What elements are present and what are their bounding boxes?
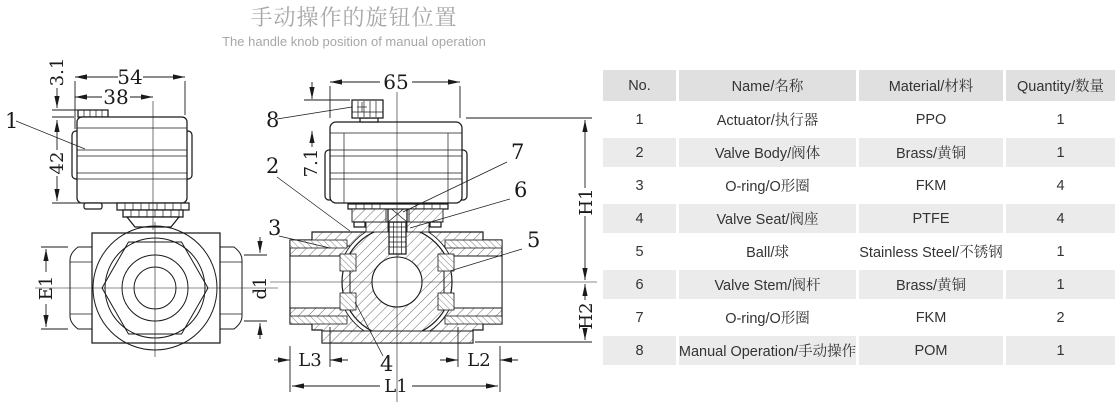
table-cell-quantity: 1	[1006, 336, 1115, 365]
dim-h1: H1	[576, 188, 597, 216]
table-cell-no: 4	[603, 204, 676, 233]
table-cell-quantity: 1	[1056, 111, 1065, 128]
table-cell-quantity: 4	[1056, 177, 1065, 194]
actuator-body-side	[77, 117, 187, 203]
dim-l2: L2	[467, 350, 491, 371]
dim-height: 42	[47, 151, 68, 175]
part-label-5: 5	[527, 228, 541, 252]
dim-l1: L1	[384, 376, 408, 397]
dim-width-65: 65	[383, 70, 409, 94]
left-side-view	[5, 58, 192, 230]
dim-e1: E1	[36, 275, 57, 301]
manual-knob	[352, 100, 383, 122]
part-label-7: 7	[511, 140, 525, 164]
table-cell-no: 2	[603, 138, 676, 167]
table-cell-material: PPO	[915, 111, 947, 128]
table-cell-no: 3	[635, 177, 644, 194]
manual-knob-side	[78, 110, 108, 117]
part-label-3: 3	[268, 216, 282, 240]
table-cell-no: 5	[635, 243, 644, 260]
table-cell-quantity: 1	[1056, 243, 1065, 260]
table-cell-material: PTFE	[859, 204, 1003, 233]
table-cell-name: Actuator/执行器	[716, 113, 819, 129]
table-header-name: Name/名称	[679, 70, 856, 101]
title-english: The handle knob position of manual operation	[222, 34, 486, 49]
part-label-6: 6	[514, 178, 528, 202]
table-cell-quantity: 1	[1006, 270, 1115, 299]
actuator-foot	[84, 203, 102, 209]
table-cell-material: FKM	[915, 309, 947, 326]
table-cell-material: POM	[859, 336, 1003, 365]
actuator-front	[325, 122, 467, 203]
bottom-flange	[322, 331, 473, 343]
table-cell-no: 8	[603, 336, 676, 365]
table-cell-no: 1	[635, 111, 644, 128]
table-cell-name: Valve Body/阀体	[679, 138, 856, 167]
table-cell-no: 7	[635, 309, 644, 326]
part-label-2: 2	[266, 154, 280, 178]
table-cell-name: O-ring/O形圈	[725, 311, 810, 327]
title-chinese: 手动操作的旋钮位置	[250, 5, 458, 30]
table-cell-material: Stainless Steel/不锈钢	[859, 245, 1003, 261]
table-cell-no: 6	[603, 270, 676, 299]
dim-width-top: 38	[103, 85, 129, 109]
dim-h2: H2	[576, 302, 597, 330]
table-header-no: No.	[603, 70, 676, 101]
table-cell-material: Brass/黄铜	[859, 138, 1003, 167]
table-cell-name: Ball/球	[746, 245, 789, 261]
dim-l3: L3	[298, 350, 322, 371]
table-cell-name: O-ring/O形圈	[725, 179, 810, 195]
dim-knob-height: 7.1	[301, 148, 322, 178]
part-label-4: 4	[380, 352, 394, 376]
dim-offset: 3.1	[47, 57, 68, 87]
table-cell-quantity: 4	[1006, 204, 1115, 233]
table-cell-name: Manual Operation/手动操作	[679, 336, 856, 365]
right-section-view	[266, 70, 597, 402]
dim-d1: d1	[250, 276, 271, 300]
table-cell-name: Valve Stem/阀杆	[679, 270, 856, 299]
parts-table	[603, 70, 1115, 365]
part-label-8: 8	[266, 108, 280, 132]
left-end-view	[35, 222, 278, 357]
dim-width-total: 54	[117, 65, 143, 89]
table-header-material: Material/材料	[859, 70, 1003, 101]
table-cell-name: Valve Seat/阀座	[679, 204, 856, 233]
table-cell-material: FKM	[915, 177, 947, 194]
table-cell-quantity: 2	[1056, 309, 1065, 326]
table-cell-material: Brass/黄铜	[859, 270, 1003, 299]
actuator-body-front	[330, 122, 462, 203]
table-header-quantity: Quantity/数量	[1006, 70, 1115, 101]
table-cell-quantity: 1	[1006, 138, 1115, 167]
part-label-1: 1	[5, 109, 19, 133]
